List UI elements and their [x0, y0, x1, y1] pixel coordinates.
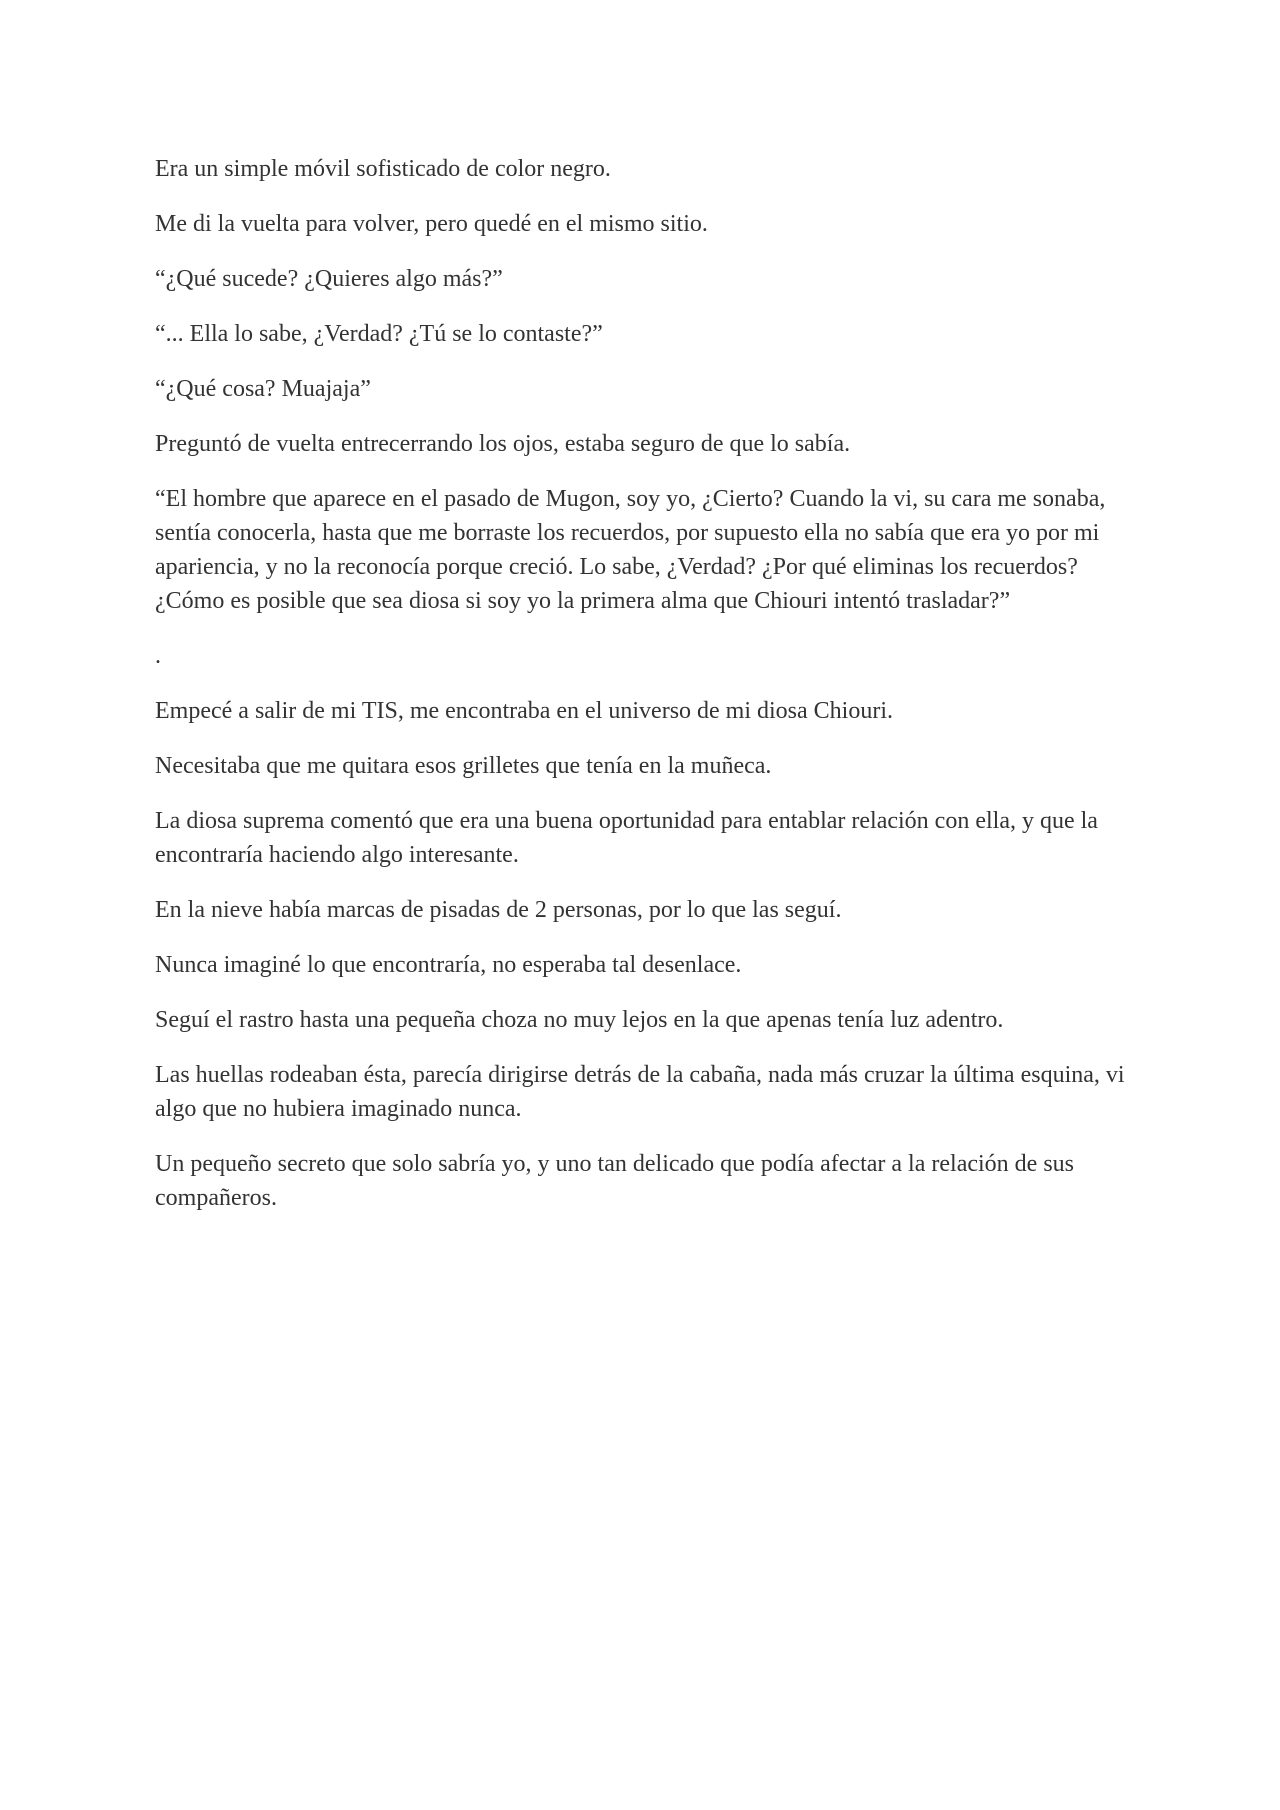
paragraph: Nunca imaginé lo que encontraría, no esperaba tal desenlace.	[155, 952, 742, 978]
paragraph: Las huellas rodeaban ésta, parecía dirigirse detrás de la cabaña, nada más cruzar la última esquina, vi algo que no hubiera imaginado nunca.	[155, 1062, 1125, 1122]
paragraph-dot: .	[155, 643, 161, 669]
paragraph: Era un simple móvil sofisticado de color negro.	[155, 156, 611, 182]
paragraph: En la nieve había marcas de pisadas de 2 personas, por lo que las seguí.	[155, 897, 842, 923]
paragraph: Empecé a salir de mi TIS, me encontraba en el universo de mi diosa Chiouri.	[155, 698, 894, 724]
paragraph: Me di la vuelta para volver, pero quedé en el mismo sitio.	[155, 211, 708, 237]
paragraph: “¿Qué sucede? ¿Quieres algo más?”	[155, 266, 503, 292]
paragraph: “... Ella lo sabe, ¿Verdad? ¿Tú se lo contaste?”	[155, 321, 603, 347]
paragraph: La diosa suprema comentó que era una buena oportunidad para entablar relación con ella, y que la encontraría haciendo algo interesante.	[155, 808, 1098, 868]
paragraph: Seguí el rastro hasta una pequeña choza no muy lejos en la que apenas tenía luz adentro.	[155, 1007, 1004, 1033]
paragraph: Necesitaba que me quitara esos grilletes que tenía en la muñeca.	[155, 753, 772, 779]
document-body	[155, 152, 1130, 1236]
paragraph: Un pequeño secreto que solo sabría yo, y uno tan delicado que podía afectar a la relación de sus compañeros.	[155, 1151, 1074, 1211]
paragraph: “El hombre que aparece en el pasado de Mugon, soy yo, ¿Cierto? Cuando la vi, su cara me sonaba, sentía conocerla, hasta que me borraste los recuerdos, por supuesto ella no sabía que era yo por mi apariencia, y no la reconocía porque creció. Lo sabe, ¿Verdad? ¿Por qué eliminas los recuerdos? ¿Cómo es posible que sea diosa si soy yo la primera alma que Chiouri intentó trasladar?”	[155, 486, 1106, 614]
paragraph: Preguntó de vuelta entrecerrando los ojos, estaba seguro de que lo sabía.	[155, 431, 851, 457]
paragraph: “¿Qué cosa? Muajaja”	[155, 376, 371, 402]
